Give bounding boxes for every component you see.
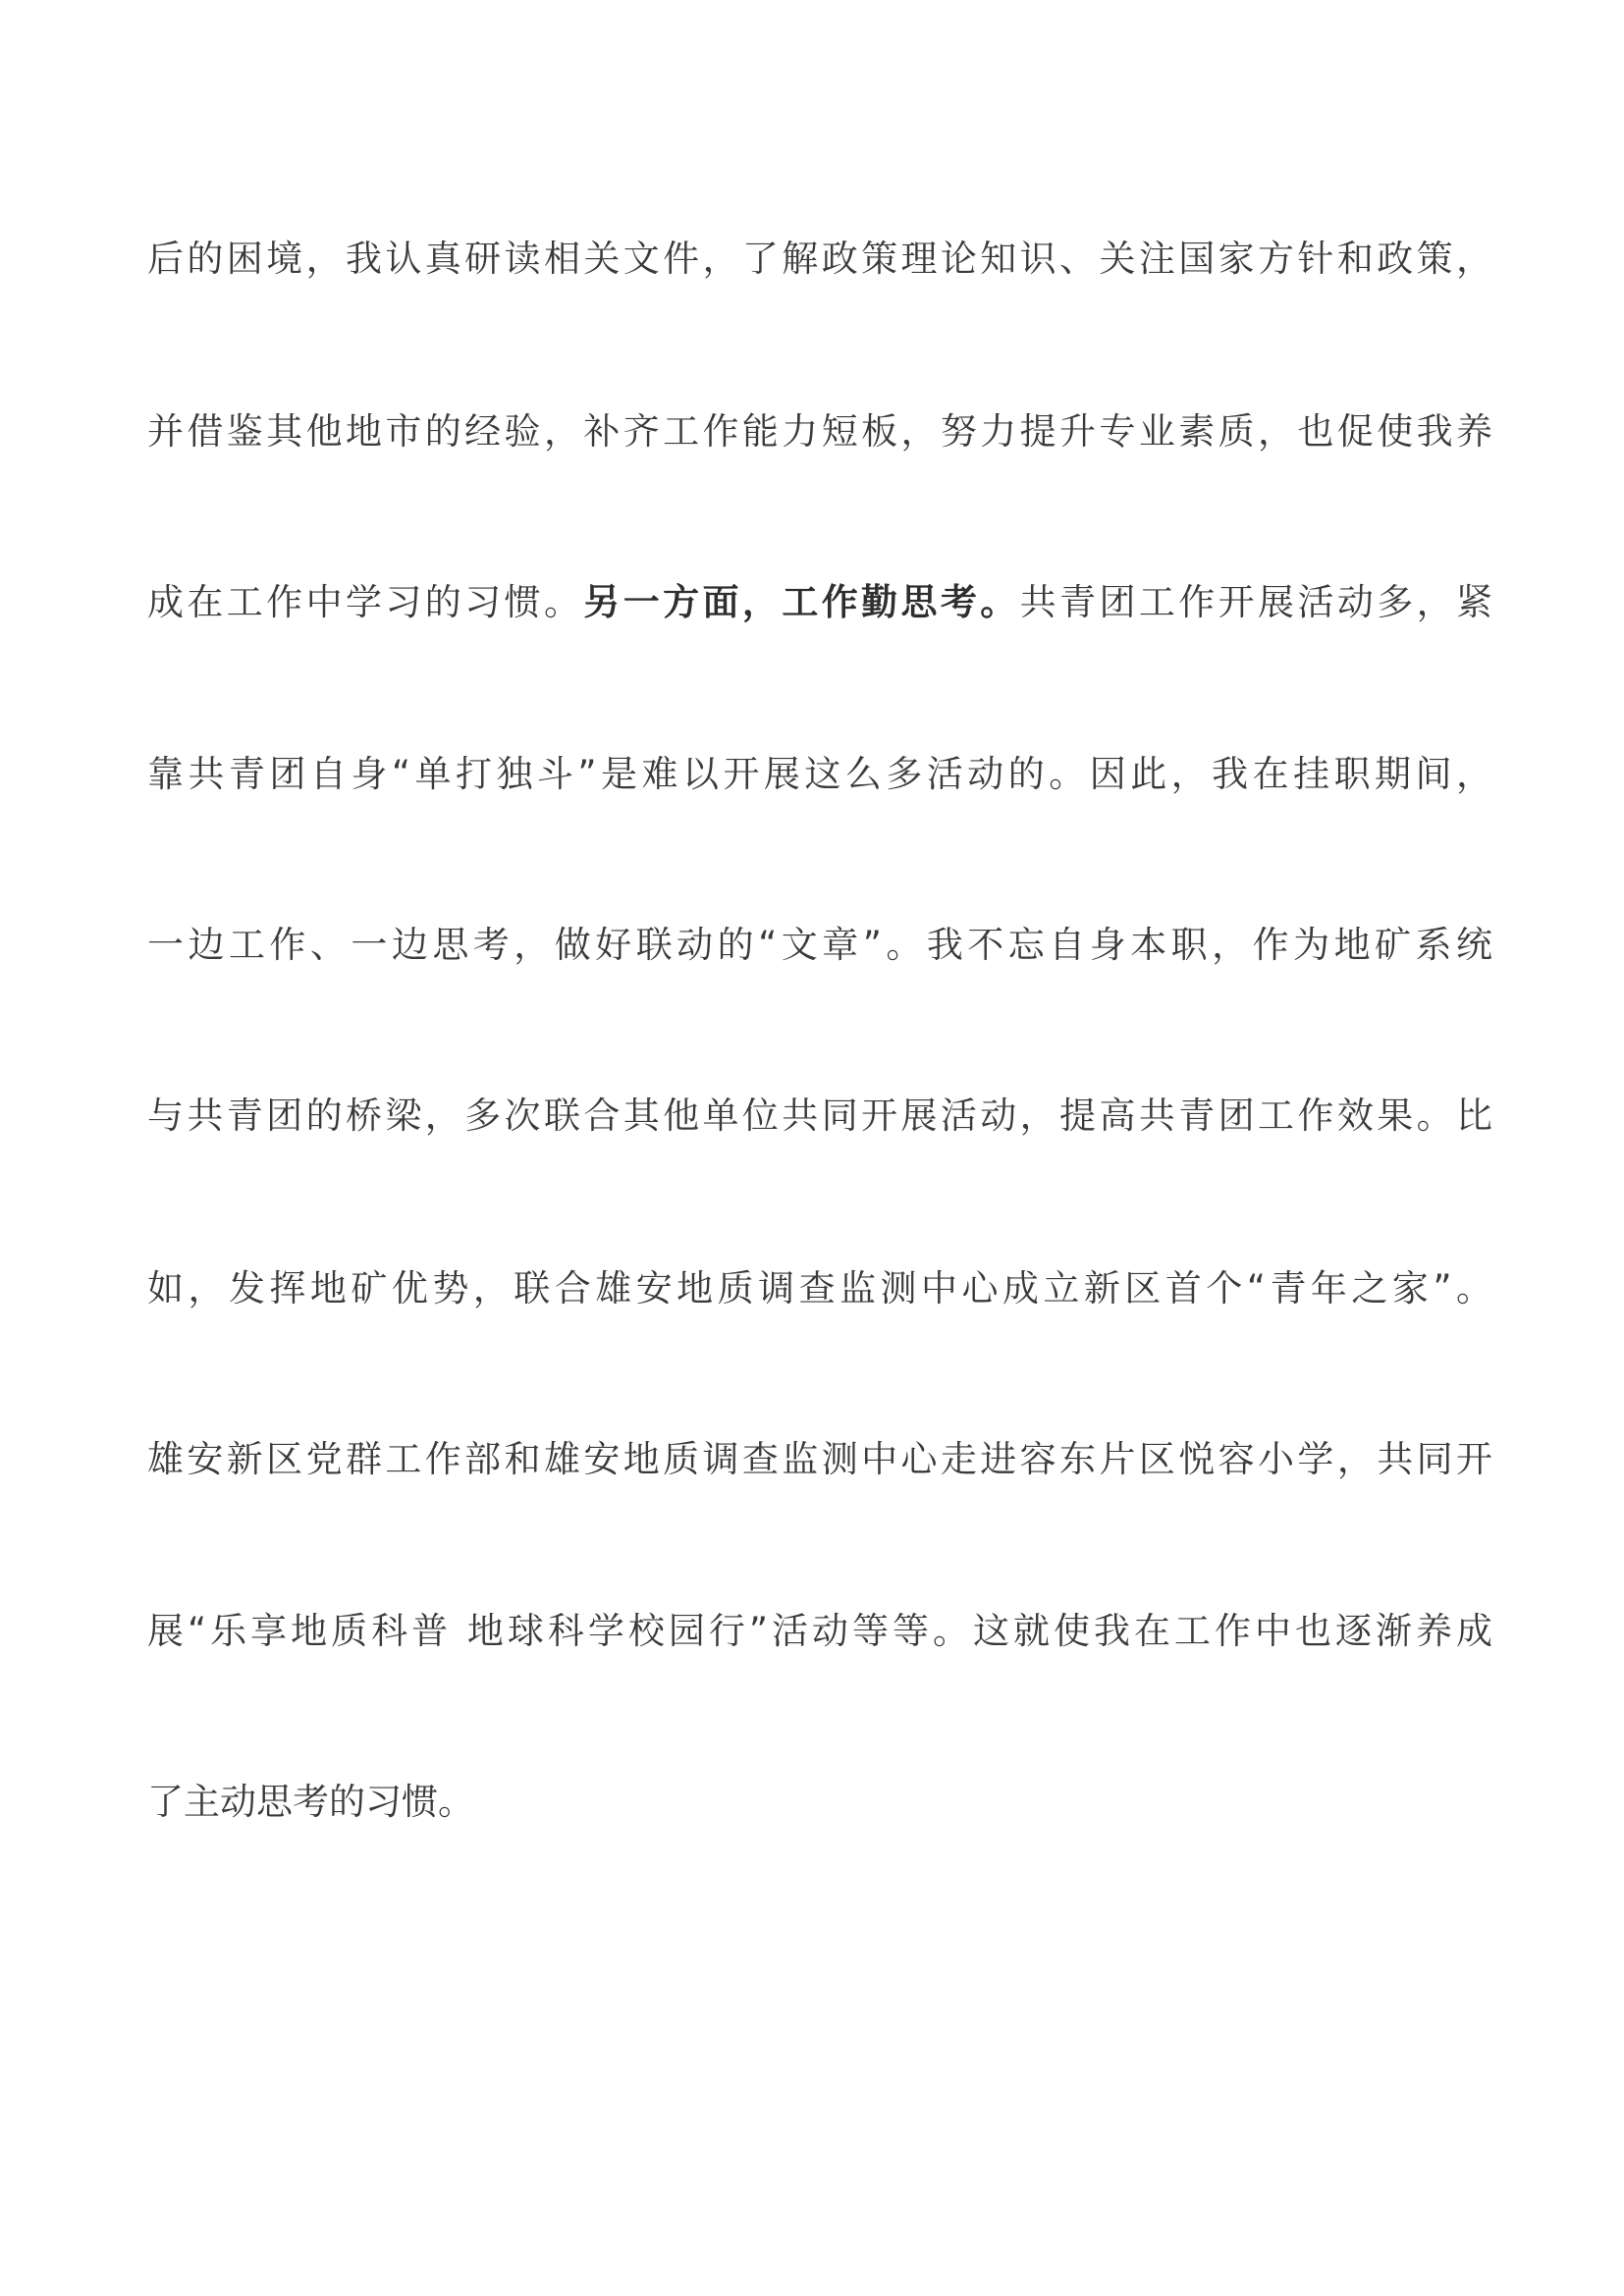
paragraph-line-1: 后的困境，我认真研读相关文件，了解政策理论知识、关注国家方针和政策， — [147, 238, 1492, 280]
paragraph-line-3 — [147, 573, 1492, 632]
paragraph-line-5: 一边工作、一边思考，做好联动的“文章”。我不忘自身本职，作为地矿系统 — [147, 924, 1492, 966]
line-3-text-after: 共青团工作开展活动多，紧 — [1019, 581, 1492, 623]
paragraph-line-7: 如，发挥地矿优势，联合雄安地质调查监测中心成立新区首个“青年之家”。 — [147, 1267, 1492, 1309]
paragraph-line-2: 并借鉴其他地市的经验，补齐工作能力短板，努力提升专业素质，也促使我养 — [147, 410, 1492, 453]
bold-emphasis-text: 另一方面，工作勤思考。 — [583, 581, 1020, 623]
line-3-text-before: 成在工作中学习的习惯。 — [147, 581, 584, 623]
paragraph-line-10: 了主动思考的习惯。 — [147, 1781, 474, 1823]
paragraph-line-6: 与共青团的桥梁，多次联合其他单位共同开展活动，提高共青团工作效果。比 — [147, 1095, 1492, 1137]
paragraph-line-8: 雄安新区党群工作部和雄安地质调查监测中心走进容东片区悦容小学，共同开 — [147, 1438, 1492, 1480]
paragraph-line-4: 靠共青团自身“单打独斗”是难以开展这么多活动的。因此，我在挂职期间， — [147, 753, 1492, 795]
paragraph-line-9: 展“乐享地质科普 地球科学校园行”活动等等。这就使我在工作中也逐渐养成 — [147, 1610, 1492, 1652]
